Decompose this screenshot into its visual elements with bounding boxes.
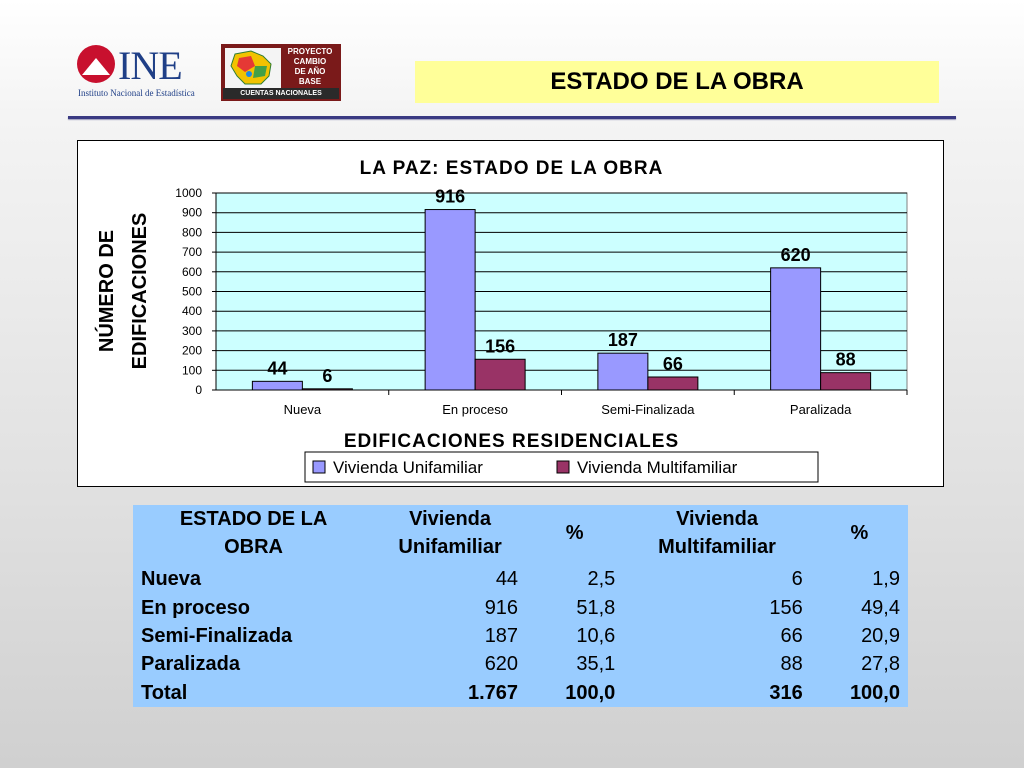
cell-unifamiliar: 187 <box>484 625 519 648</box>
cell-pct-multifamiliar: 100,0 <box>849 681 900 704</box>
data-label: 88 <box>835 349 856 370</box>
cuentas-nacionales-label: CUENTAS NACIONALES <box>223 88 339 99</box>
data-label: 156 <box>485 336 516 357</box>
y-tick-label: 1000 <box>175 186 202 200</box>
proyecto-logo <box>221 44 341 101</box>
table-row <box>133 594 908 622</box>
bolivia-map-icon <box>225 48 281 88</box>
y-axis-label-line: EDIFICACIONES <box>129 212 151 370</box>
cell-unifamiliar: 1.767 <box>468 681 519 704</box>
cell-pct-unifamiliar: 35,1 <box>576 653 616 676</box>
ine-logo <box>76 44 202 102</box>
y-tick-label: 100 <box>181 363 202 378</box>
row-label: En proceso <box>141 596 250 619</box>
y-tick-label: 300 <box>181 323 202 338</box>
table-row <box>133 561 908 594</box>
x-axis-label: EDIFICACIONES RESIDENCIALES <box>343 431 680 452</box>
data-label: 66 <box>662 353 683 374</box>
legend-swatch <box>313 461 325 473</box>
x-tick-label: Semi-Finalizada <box>601 402 695 417</box>
data-label: 6 <box>322 365 333 386</box>
header-separator <box>68 116 956 119</box>
proyecto-line: PROYECTO <box>287 47 333 56</box>
ine-subtitle: Instituto Nacional de Estadística <box>78 88 195 98</box>
cell-multifamiliar: 156 <box>769 596 803 619</box>
cell-pct-multifamiliar: 20,9 <box>861 625 900 648</box>
row-label: Nueva <box>141 568 202 591</box>
data-label: 187 <box>607 330 638 351</box>
proyecto-line: DE AÑO <box>294 67 326 76</box>
data-table <box>133 505 908 707</box>
row-label: Total <box>141 681 188 704</box>
y-tick-label: 700 <box>181 245 202 260</box>
x-tick-label: Paralizada <box>789 402 852 417</box>
cell-multifamiliar: 316 <box>769 681 803 704</box>
bar-unifamiliar <box>771 268 821 390</box>
data-label: 44 <box>267 358 288 379</box>
y-tick-label: 900 <box>181 205 202 220</box>
row-label: Paralizada <box>141 653 240 676</box>
bar-chart <box>78 141 943 486</box>
bar-unifamiliar <box>425 210 475 390</box>
header-estado: ESTADO DE LA OBRA <box>179 508 328 558</box>
cell-pct-multifamiliar: 27,8 <box>861 653 900 676</box>
proyecto-line: CAMBIO <box>293 57 327 66</box>
table-row <box>133 650 908 678</box>
proyecto-text <box>281 47 339 87</box>
data-label: 916 <box>435 186 466 207</box>
cell-multifamiliar: 66 <box>780 625 803 648</box>
cell-unifamiliar: 620 <box>484 653 519 676</box>
legend-label: Vivienda Unifamiliar <box>333 458 483 477</box>
y-tick-label: 600 <box>181 264 202 279</box>
table-total-row <box>133 679 908 707</box>
cell-pct-unifamiliar: 51,8 <box>576 596 616 619</box>
legend-swatch <box>557 461 569 473</box>
bar-unifamiliar <box>598 353 648 390</box>
bar-multifamiliar <box>821 373 871 390</box>
chart-title: LA PAZ: ESTADO DE LA OBRA <box>359 158 664 179</box>
bar-unifamiliar <box>252 381 302 390</box>
y-axis-label <box>94 213 151 370</box>
cell-multifamiliar: 88 <box>780 653 803 676</box>
table-header-row <box>133 505 908 561</box>
cell-pct-unifamiliar: 10,6 <box>576 625 616 648</box>
y-tick-label: 200 <box>181 343 202 358</box>
cell-unifamiliar: 44 <box>495 568 519 591</box>
bar-multifamiliar <box>302 389 352 390</box>
ine-name: INE <box>118 43 182 88</box>
slide-title: ESTADO DE LA OBRA <box>415 61 939 103</box>
cell-unifamiliar: 916 <box>484 596 519 619</box>
data-label: 620 <box>780 244 811 265</box>
y-tick-label: 800 <box>181 225 202 240</box>
x-tick-label: Nueva <box>283 402 322 417</box>
cell-multifamiliar: 6 <box>791 568 803 591</box>
cell-pct-unifamiliar: 2,5 <box>587 568 616 591</box>
y-tick-label: 400 <box>181 304 202 319</box>
x-tick-label: En proceso <box>442 402 509 417</box>
bar-multifamiliar <box>648 377 698 390</box>
table-row <box>133 622 908 650</box>
ine-emblem-icon <box>76 44 116 84</box>
bar-multifamiliar <box>475 359 525 390</box>
header-pct-multifamiliar: % <box>850 522 869 544</box>
legend-label: Vivienda Multifamiliar <box>577 458 738 477</box>
y-tick-label: 0 <box>195 383 202 397</box>
y-tick-label: 500 <box>181 284 202 299</box>
y-axis-label-line: NÚMERO DE <box>96 229 118 353</box>
row-label: Semi-Finalizada <box>141 625 293 648</box>
header-pct-unifamiliar: % <box>565 522 584 544</box>
chart-frame <box>77 140 944 487</box>
cell-pct-multifamiliar: 1,9 <box>872 568 900 591</box>
proyecto-line: BASE <box>298 77 322 86</box>
cell-pct-multifamiliar: 49,4 <box>861 596 900 619</box>
cell-pct-unifamiliar: 100,0 <box>565 681 616 704</box>
header-unifamiliar: Vivienda Unifamiliar <box>398 508 502 558</box>
header-multifamiliar: Vivienda Multifamiliar <box>658 508 776 558</box>
